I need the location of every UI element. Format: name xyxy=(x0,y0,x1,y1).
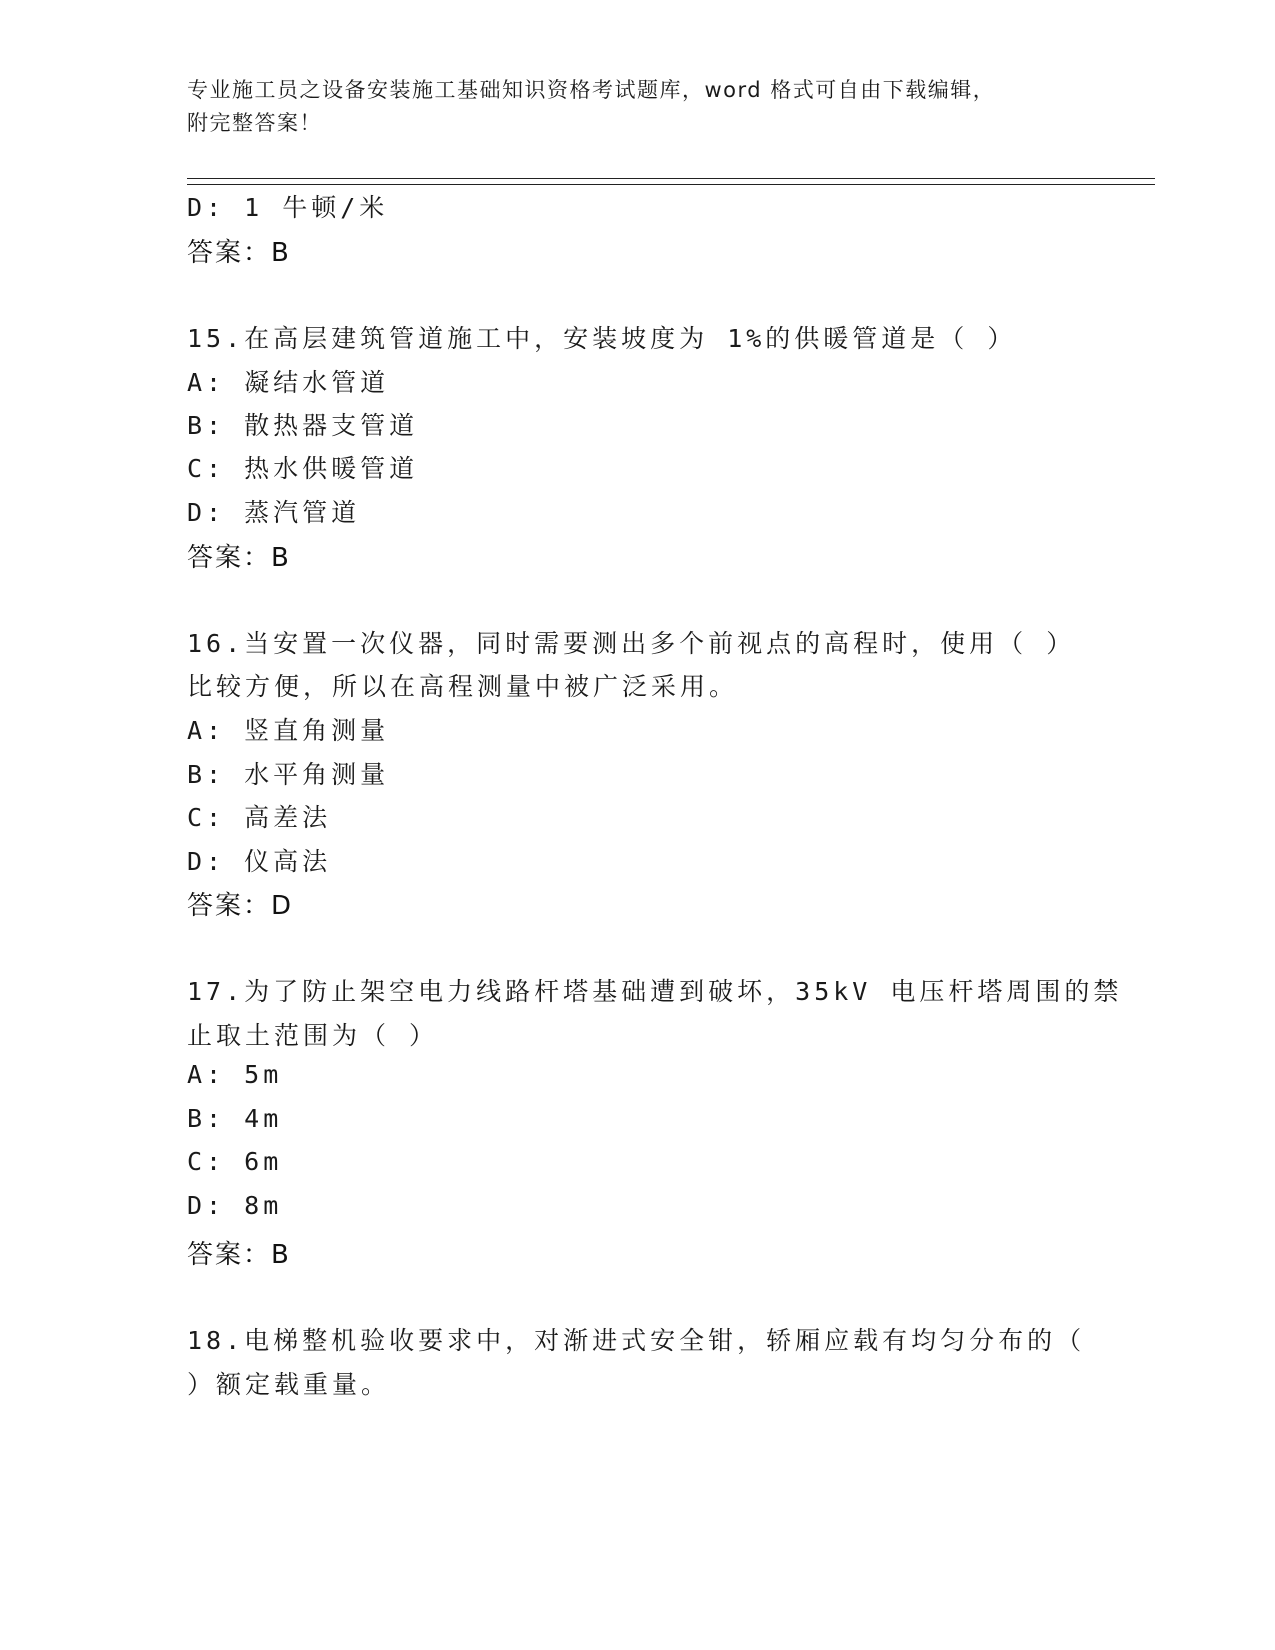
question-15-option-d: D: 蒸汽管道 xyxy=(187,498,361,527)
question-17-option-c: C: 6m xyxy=(187,1147,283,1176)
question-16-text-line-2: 比较方便，所以在高程测量中被广泛采用。 xyxy=(187,672,739,701)
question-17-text-line-1: 17.为了防止架空电力线路杆塔基础遭到破坏，35kV 电压杆塔周围的禁 xyxy=(187,977,1123,1006)
header-line-2: 附完整答案！ xyxy=(187,111,322,135)
question-16-text-line-1: 16.当安置一次仪器，同时需要测出多个前视点的高程时，使用（ ） xyxy=(187,629,1076,658)
question-17-text-line-2: 止取土范围为（ ） xyxy=(187,1021,439,1050)
header-divider-top xyxy=(187,178,1155,179)
header-line-1: 专业施工员之设备安装施工基础知识资格考试题库，word 格式可自由下载编辑， xyxy=(187,78,996,102)
question-18-text-line-1: 18.电梯整机验收要求中，对渐进式安全钳，轿厢应载有均匀分布的（ xyxy=(187,1326,1086,1355)
question-17-answer: 答案：B xyxy=(187,1240,291,1270)
question-16-option-b: B: 水平角测量 xyxy=(187,760,390,789)
header-divider-bottom xyxy=(187,184,1155,185)
question-15-option-a: A: 凝结水管道 xyxy=(187,368,390,397)
question-16-option-c: C: 高差法 xyxy=(187,803,332,832)
document-header xyxy=(187,74,1067,140)
question-15-answer: 答案：B xyxy=(187,543,291,573)
question-17-option-d: D: 8m xyxy=(187,1191,283,1220)
question-15-option-c: C: 热水供暖管道 xyxy=(187,454,419,483)
question-17-option-a: A: 5m xyxy=(187,1060,283,1089)
prev-answer: 答案：B xyxy=(187,238,291,268)
question-16-option-d: D: 仪高法 xyxy=(187,847,332,876)
question-18-text-line-2: ）额定载重量。 xyxy=(187,1370,391,1399)
question-15-text: 15.在高层建筑管道施工中，安装坡度为 1%的供暖管道是（ ） xyxy=(187,324,1017,353)
question-16-answer: 答案：D xyxy=(187,891,294,921)
question-16-option-a: A: 竖直角测量 xyxy=(187,716,390,745)
question-15-option-b: B: 散热器支管道 xyxy=(187,411,419,440)
prev-option-d: D: 1 牛顿/米 xyxy=(187,193,389,222)
question-17-option-b: B: 4m xyxy=(187,1104,283,1133)
